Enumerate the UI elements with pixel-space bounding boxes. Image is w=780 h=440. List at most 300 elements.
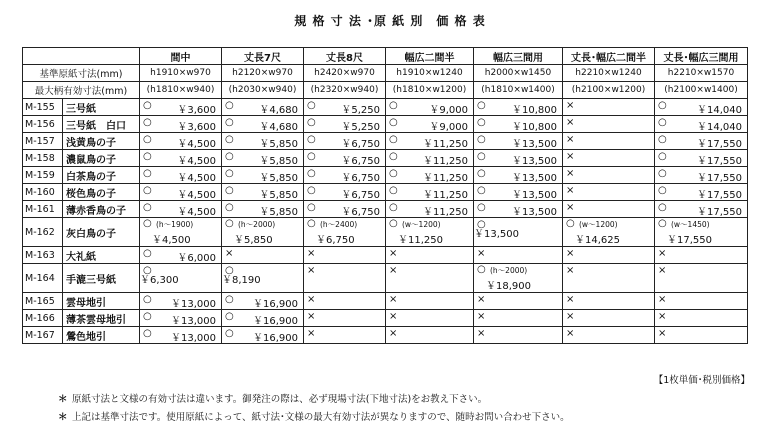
price-cell [655,99,748,116]
price-cell [563,310,655,327]
price-cell [474,247,563,264]
unavailable-mark: × [566,185,575,196]
price-cell [304,247,386,264]
available-mark: ○ [307,168,316,179]
available-mark: ○ [477,202,486,213]
unavailable-mark: × [477,248,486,259]
price-cell [222,184,304,201]
available-mark: ○ [307,151,316,162]
product-name: 桜色鳥の子 [63,184,140,201]
price-value: ￥13,500 [512,190,557,201]
price-cell [222,201,304,218]
price-cell [304,327,386,344]
tax-note: 【1枚単価･税別価格】 [653,375,750,386]
price-cell [304,133,386,150]
note-text: 上記は基準寸法です。使用原紙によって、紙寸法･文様の最大有効寸法が異なりますので、随時お問い合わせ下さい。 [72,412,570,423]
price-value: ￥10,800 [512,105,557,116]
price-cell [140,293,222,310]
price-cell [304,150,386,167]
price-cell [386,310,474,327]
price-value: ￥13,000 [171,333,216,344]
price-value: ￥17,550 [697,156,742,167]
header-blank [23,48,140,65]
price-cell [140,327,222,344]
price-cell [563,293,655,310]
price-value: ￥4,680 [259,105,298,116]
available-mark: ○ [225,185,234,196]
size-limit: (w～1200) [579,220,618,229]
price-cell [655,184,748,201]
max-size: (h1810×w940) [140,82,222,99]
available-mark: ○ [477,219,486,230]
available-mark: ○ [477,151,486,162]
price-value: ￥4,500 [152,235,191,246]
unavailable-mark: × [307,248,316,259]
price-value: ￥4,500 [177,156,216,167]
available-mark: ○ [658,100,667,111]
unavailable-mark: × [658,248,667,259]
price-cell [563,184,655,201]
available-mark: ○ [477,117,486,128]
table-row [23,99,748,116]
price-cell [222,247,304,264]
base-size: h1910×w1240 [386,65,474,82]
price-cell [563,201,655,218]
available-mark: ○ [143,168,152,179]
header-row [23,48,748,65]
unavailable-mark: × [566,248,575,259]
price-cell [140,201,222,218]
unavailable-mark: × [658,265,667,276]
available-mark: ○ [307,218,316,229]
price-cell [563,150,655,167]
price-cell [386,150,474,167]
product-name: 雲母地引 [63,293,140,310]
available-mark: ○ [389,117,398,128]
price-value: ￥6,750 [341,139,380,150]
price-cell [140,116,222,133]
unavailable-mark: × [566,151,575,162]
max-size-row [23,82,748,99]
product-name: 薄赤香鳥の子 [63,201,140,218]
available-mark: ○ [477,134,486,145]
price-cell [386,293,474,310]
available-mark: ○ [389,168,398,179]
unavailable-mark: × [566,134,575,145]
price-cell [386,201,474,218]
page-title: 規 格 寸 法 ･原 紙 別 価 格 表 [294,14,486,28]
price-cell [304,218,386,247]
price-cell [304,116,386,133]
price-value: ￥17,550 [697,173,742,184]
table-row [23,310,748,327]
available-mark: ○ [477,100,486,111]
available-mark: ○ [658,202,667,213]
price-value: ￥16,900 [253,299,298,310]
unavailable-mark: × [389,328,398,339]
available-mark: ○ [143,100,152,111]
price-cell [474,327,563,344]
available-mark: ○ [389,134,398,145]
price-value: ￥16,900 [253,333,298,344]
price-cell [474,150,563,167]
price-value: ￥14,040 [697,122,742,133]
available-mark: ○ [477,264,486,275]
price-cell [222,310,304,327]
price-cell [140,264,222,293]
price-value: ￥13,500 [512,156,557,167]
column-header: 丈長･幅広三間用 [655,48,748,65]
price-value: ￥3,600 [177,105,216,116]
price-value: ￥13,000 [171,316,216,327]
price-cell [222,150,304,167]
base-size: h2420×w970 [304,65,386,82]
price-value: ￥13,500 [512,207,557,218]
price-cell [386,218,474,247]
available-mark: ○ [658,134,667,145]
price-cell [563,133,655,150]
available-mark: ○ [225,328,234,339]
available-mark: ○ [143,117,152,128]
base-size: h2210×w1240 [563,65,655,82]
max-size: (h2320×w940) [304,82,386,99]
unavailable-mark: × [477,328,486,339]
price-value: ￥13,500 [512,173,557,184]
price-cell [655,310,748,327]
note-line [58,391,488,405]
price-cell [222,293,304,310]
price-cell [304,167,386,184]
column-header: 幅広三間用 [474,48,563,65]
available-mark: ○ [225,218,234,229]
price-value: ￥16,900 [253,316,298,327]
price-value: ￥11,250 [423,207,468,218]
price-cell [222,116,304,133]
available-mark: ○ [143,202,152,213]
product-code: M-164 [23,264,63,293]
size-limit: (h～2000) [238,220,276,229]
available-mark: ○ [225,168,234,179]
product-name: 大礼紙 [63,247,140,264]
product-name: 三号紙 白口 [63,116,140,133]
available-mark: ○ [477,185,486,196]
price-cell [386,247,474,264]
price-cell [222,133,304,150]
price-value: ￥17,550 [667,235,712,246]
price-value: ￥11,250 [423,156,468,167]
available-mark: ○ [658,185,667,196]
max-size: (h1810×w1400) [474,82,563,99]
table-row [23,184,748,201]
price-cell [563,264,655,293]
price-cell [563,327,655,344]
available-mark: ○ [143,248,152,259]
product-name: 三号紙 [63,99,140,116]
price-value: ￥4,500 [177,190,216,201]
available-mark: ○ [225,117,234,128]
table-row [23,264,748,293]
price-cell [655,247,748,264]
available-mark: ○ [658,151,667,162]
available-mark: ○ [477,168,486,179]
price-value: ￥5,850 [259,139,298,150]
available-mark: ○ [307,134,316,145]
table-row [23,133,748,150]
available-mark: ○ [658,117,667,128]
product-name: 手漉三号紙 [63,264,140,293]
base-size: h2000×w1450 [474,65,563,82]
price-cell [386,264,474,293]
unavailable-mark: × [566,168,575,179]
unavailable-mark: × [389,294,398,305]
price-cell [655,116,748,133]
price-cell [655,133,748,150]
available-mark: ○ [658,168,667,179]
price-cell [563,116,655,133]
table-row [23,247,748,264]
price-cell [140,184,222,201]
unavailable-mark: × [225,248,234,259]
price-cell [140,167,222,184]
product-code: M-160 [23,184,63,201]
available-mark: ○ [143,294,152,305]
price-value: ￥6,000 [177,253,216,264]
available-mark: ○ [143,265,152,276]
price-value: ￥4,500 [177,207,216,218]
table-row [23,116,748,133]
available-mark: ○ [389,202,398,213]
product-code: M-159 [23,167,63,184]
available-mark: ○ [658,218,667,229]
price-value: ￥6,750 [341,207,380,218]
price-cell [222,218,304,247]
price-cell [474,201,563,218]
unavailable-mark: × [658,294,667,305]
product-code: M-155 [23,99,63,116]
price-cell [140,218,222,247]
max-size-label: 最大柄有効寸法(mm) [23,82,140,99]
size-limit: (h～2000) [490,266,528,275]
price-cell [474,264,563,293]
price-cell [140,310,222,327]
available-mark: ○ [225,100,234,111]
unavailable-mark: × [477,311,486,322]
product-name: 薄茶雲母地引 [63,310,140,327]
available-mark: ○ [225,311,234,322]
unavailable-mark: × [307,328,316,339]
unavailable-mark: × [566,328,575,339]
price-cell [655,167,748,184]
max-size: (h1810×w1200) [386,82,474,99]
price-cell [474,167,563,184]
price-cell [222,99,304,116]
unavailable-mark: × [566,294,575,305]
price-cell [222,327,304,344]
price-value: ￥5,850 [259,156,298,167]
unavailable-mark: × [389,265,398,276]
price-value: ￥6,300 [140,274,179,286]
note-mark: ＊ [58,412,68,423]
unavailable-mark: × [658,311,667,322]
price-cell [563,99,655,116]
product-name: 鶯色地引 [63,327,140,344]
price-cell [655,201,748,218]
product-name: 浅黄鳥の子 [63,133,140,150]
available-mark: ○ [307,117,316,128]
price-value: ￥14,625 [575,235,620,246]
size-limit: (h～2400) [320,220,358,229]
available-mark: ○ [389,151,398,162]
price-cell [563,247,655,264]
product-code: M-161 [23,201,63,218]
price-cell [474,116,563,133]
available-mark: ○ [389,185,398,196]
price-value: ￥5,850 [259,173,298,184]
column-header: 間中 [140,48,222,65]
unavailable-mark: × [307,294,316,305]
price-value: ￥17,550 [697,190,742,201]
price-cell [140,133,222,150]
unavailable-mark: × [566,100,575,111]
price-value: ￥5,250 [341,122,380,133]
unavailable-mark: × [307,265,316,276]
price-value: ￥6,750 [341,156,380,167]
price-cell [304,264,386,293]
price-cell [304,99,386,116]
product-name: 濃鼠鳥の子 [63,150,140,167]
available-mark: ○ [143,151,152,162]
price-cell [304,293,386,310]
price-cell [655,218,748,247]
column-header: 幅広二間半 [386,48,474,65]
price-value: ￥4,680 [259,122,298,133]
price-value: ￥6,750 [341,173,380,184]
price-cell [386,99,474,116]
available-mark: ○ [307,202,316,213]
price-cell [474,218,563,247]
price-cell [304,184,386,201]
price-value: ￥5,850 [259,207,298,218]
table-row [23,293,748,310]
price-value: ￥4,500 [177,173,216,184]
price-cell [304,310,386,327]
price-value: ￥11,250 [423,190,468,201]
price-value: ￥11,250 [423,173,468,184]
price-value: ￥6,750 [341,190,380,201]
unavailable-mark: × [307,311,316,322]
price-value: ￥3,600 [177,122,216,133]
price-cell [386,116,474,133]
max-size: (h2100×w1400) [655,82,748,99]
unavailable-mark: × [566,265,575,276]
product-code: M-162 [23,218,63,247]
product-name: 灰白鳥の子 [63,218,140,247]
product-code: M-156 [23,116,63,133]
product-name: 白茶鳥の子 [63,167,140,184]
note-mark: ＊ [58,394,68,405]
price-value: ￥18,900 [486,281,531,292]
available-mark: ○ [225,294,234,305]
base-size-label: 基準原紙寸法(mm) [23,65,140,82]
available-mark: ○ [143,218,152,229]
price-value: ￥11,250 [423,139,468,150]
price-cell [563,167,655,184]
price-rows [23,99,748,344]
price-value: ￥13,000 [171,299,216,310]
available-mark: ○ [143,134,152,145]
product-code: M-158 [23,150,63,167]
price-cell [386,167,474,184]
unavailable-mark: × [566,202,575,213]
price-cell [474,293,563,310]
table-row [23,167,748,184]
price-table [22,47,748,344]
unavailable-mark: × [477,294,486,305]
unavailable-mark: × [658,328,667,339]
price-value: ￥8,190 [222,274,261,286]
max-size: (h2030×w940) [222,82,304,99]
base-size: h2120×w970 [222,65,304,82]
size-limit: (w～1200) [402,220,441,229]
table-row [23,150,748,167]
available-mark: ○ [389,100,398,111]
price-cell [655,293,748,310]
unavailable-mark: × [389,248,398,259]
price-cell [655,264,748,293]
price-cell [474,133,563,150]
product-code: M-165 [23,293,63,310]
available-mark: ○ [225,265,234,276]
unavailable-mark: × [566,117,575,128]
price-value: ￥17,550 [697,139,742,150]
max-size: (h2100×w1200) [563,82,655,99]
unavailable-mark: × [389,311,398,322]
price-cell [563,218,655,247]
size-limit: (h～1900) [156,220,194,229]
price-cell [304,201,386,218]
price-cell [140,247,222,264]
available-mark: ○ [143,311,152,322]
product-code: M-157 [23,133,63,150]
price-cell [140,150,222,167]
price-value: ￥13,500 [512,139,557,150]
available-mark: ○ [389,218,398,229]
price-value: ￥5,850 [234,235,273,246]
price-value: ￥17,550 [697,207,742,218]
product-code: M-166 [23,310,63,327]
price-cell [222,264,304,293]
price-value: ￥4,500 [177,139,216,150]
price-value: ￥5,850 [259,190,298,201]
price-cell [140,99,222,116]
table-row [23,327,748,344]
note-line [58,409,570,423]
available-mark: ○ [566,218,575,229]
column-header: 丈長8尺 [304,48,386,65]
base-size-row [23,65,748,82]
price-cell [474,99,563,116]
price-cell [655,150,748,167]
price-value: ￥11,250 [398,235,443,246]
price-cell [222,167,304,184]
price-value: ￥13,500 [474,228,519,240]
available-mark: ○ [143,185,152,196]
size-limit: (w～1450) [671,220,710,229]
column-header: 丈長7尺 [222,48,304,65]
table-row [23,201,748,218]
unavailable-mark: × [566,311,575,322]
table-row [23,218,748,247]
